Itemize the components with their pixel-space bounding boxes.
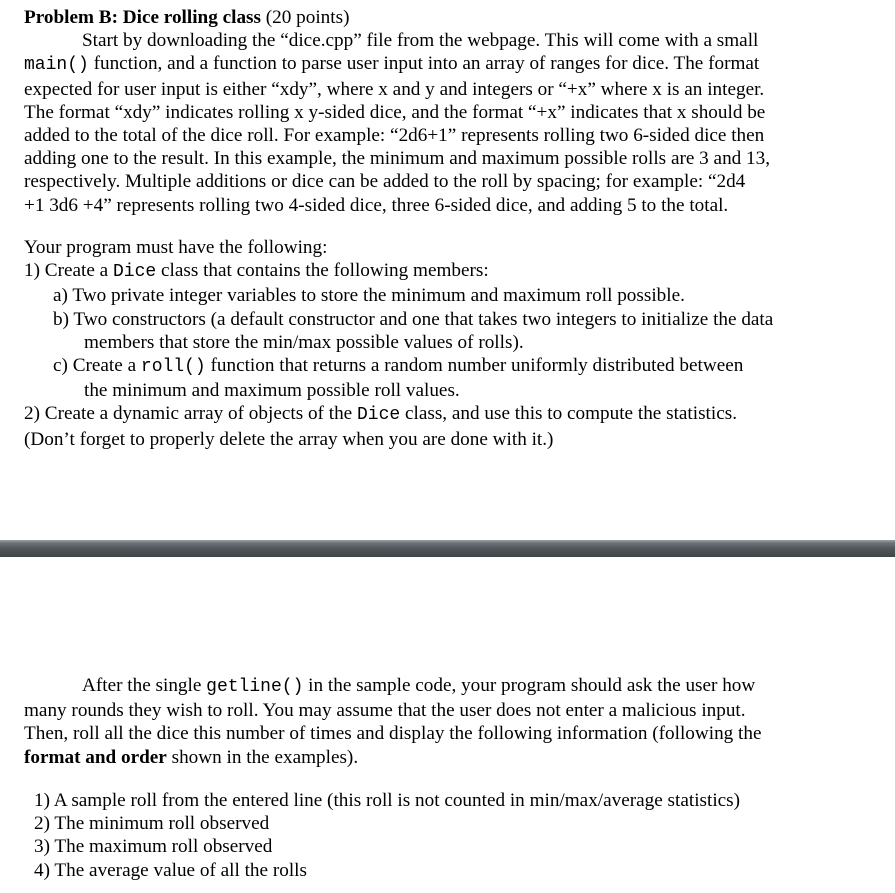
- code-roll: roll(): [140, 357, 206, 378]
- list-item: 4) The average value of all the rolls: [34, 859, 307, 881]
- format-order-bold: format and order: [24, 746, 167, 768]
- requirement-1a: a) Two private integer variables to store the minimum and maximum roll possible.: [53, 285, 685, 307]
- section-divider: [0, 540, 895, 557]
- requirement-1-post: class that contains the following members:: [156, 260, 489, 282]
- requirement-1b-line1: b) Two constructors (a default constructor and one that takes two integers to initialize the data: [53, 308, 774, 330]
- para1-line2-text: function, and a function to parse user input into an array of ranges for dice. The format: [88, 53, 760, 75]
- code-getline: getline(): [206, 677, 304, 697]
- after-line3: Then, roll all the dice this number of times and display the following information (following the: [24, 723, 762, 745]
- para1-line5: added to the total of the dice roll. For example: “2d6+1” represents rolling two 6-sided dice then: [24, 125, 765, 147]
- requirement-2-note: (Don’t forget to properly delete the array when you are done with it.): [24, 428, 554, 450]
- problem-statement: [24, 6, 884, 217]
- requirement-1: [24, 259, 884, 284]
- problem-title-bold: Problem B: Dice rolling class: [24, 7, 261, 28]
- code-main: main(): [24, 55, 89, 76]
- para1-line1: Start by downloading the “dice.cpp” file from the webpage. This will come with a small: [82, 30, 759, 52]
- after-line4-rest: shown in the examples).: [166, 746, 359, 768]
- after-instructions: [24, 674, 884, 769]
- para1-line6: adding one to the result. In this example, the minimum and maximum possible rolls are 3 and 13,: [24, 148, 771, 170]
- requirement-1c-post: function that returns a random number uniformly distributed between: [205, 355, 744, 377]
- requirement-2: [24, 402, 884, 427]
- requirement-1c-line2: the minimum and maximum possible roll values.: [84, 380, 460, 402]
- problem-title: [24, 6, 884, 29]
- requirement-1c-pre: c) Create a: [53, 355, 141, 377]
- problem-points: (20 points): [260, 7, 350, 28]
- para1-line2: [24, 52, 884, 77]
- para1-line3: expected for user input is either “xdy”, where x and y and integers or “+x” where x is an integer.: [24, 78, 765, 100]
- requirement-2-pre: 2) Create a dynamic array of objects of the: [24, 403, 357, 425]
- list-item: 3) The maximum roll observed: [34, 836, 273, 858]
- para1-line4: The format “xdy” indicates rolling x y-sided dice, and the format “+x” indicates that x should be: [24, 101, 766, 123]
- para1-line8: +1 3d6 +4” represents rolling two 4-sided dice, three 6-sided dice, and adding 5 to the total.: [24, 194, 729, 216]
- requirements: [24, 236, 884, 451]
- after-line2: many rounds they wish to roll. You may assume that the user does not enter a malicious input.: [24, 700, 746, 722]
- requirements-intro: Your program must have the following:: [24, 237, 328, 258]
- para1-line7: respectively. Multiple additions or dice can be added to the roll by spacing; for example: “2d4: [24, 171, 746, 193]
- requirement-2-post: class, and use this to compute the statistics.: [400, 403, 737, 425]
- after-line1-pre: After the single: [82, 675, 207, 696]
- requirement-1b-line2: members that store the min/max possible values of rolls).: [84, 331, 524, 353]
- output-list: [24, 789, 884, 882]
- code-dice: Dice: [112, 262, 157, 283]
- requirement-1c-line1: [24, 354, 884, 379]
- list-item: 1) A sample roll from the entered line (this roll is not counted in min/max/average statistics): [34, 790, 741, 811]
- after-line4: [24, 746, 884, 769]
- list-item: 2) The minimum roll observed: [34, 813, 270, 835]
- after-line1-post: in the sample code, your program should ask the user how: [303, 675, 756, 696]
- after-line1: [24, 674, 884, 699]
- code-dice-2: Dice: [356, 405, 401, 426]
- requirement-1-pre: 1) Create a: [24, 260, 113, 282]
